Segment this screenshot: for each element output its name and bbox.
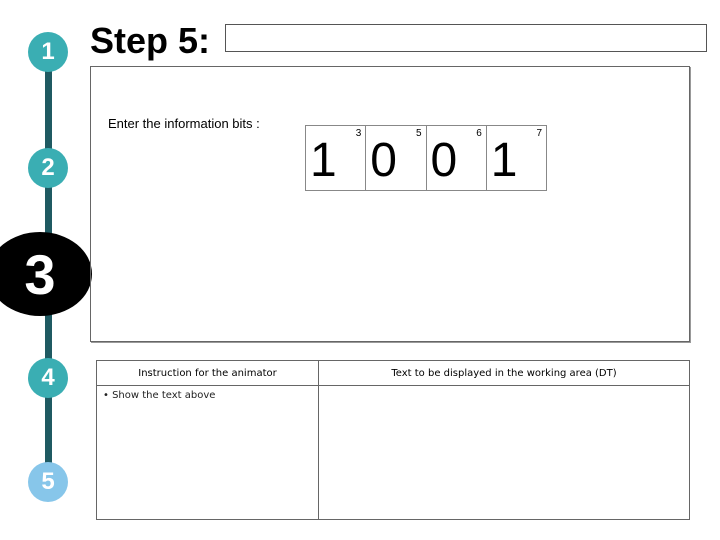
instructions-header-row: [97, 361, 689, 386]
animator-instruction-cell[interactable]: [97, 386, 319, 519]
animator-instruction-header: Instruction for the animator: [97, 361, 319, 385]
bit-cell[interactable]: [427, 126, 487, 190]
bit-cell[interactable]: [366, 126, 426, 190]
instructions-body-row: [97, 386, 689, 519]
step-title-field[interactable]: [225, 24, 707, 52]
bit-position-label: 6: [476, 128, 482, 139]
step-2-circle[interactable]: 2: [28, 148, 68, 188]
step-1-circle[interactable]: 1: [28, 32, 68, 72]
step-title: Step 5:: [90, 20, 211, 61]
instructions-table: [96, 360, 690, 520]
bit-position-label: 3: [355, 128, 362, 139]
step-3-circle-active[interactable]: 3: [0, 232, 92, 316]
bit-value: 0: [430, 134, 458, 187]
display-text-header: Text to be displayed in the working area (DT): [391, 367, 617, 379]
info-bits-row: [305, 125, 547, 191]
bit-value: 1: [310, 134, 337, 187]
working-area: [90, 66, 690, 342]
bit-value: 0: [370, 134, 397, 187]
bit-position-label: 5: [415, 128, 422, 139]
info-bits-prompt: Enter the information bits :: [108, 116, 260, 131]
step-5-circle[interactable]: 5: [28, 462, 68, 502]
display-text-cell[interactable]: [319, 386, 689, 519]
instruction-item: • Show the text above: [103, 390, 216, 401]
bit-position-label: 7: [536, 128, 542, 139]
step-4-circle[interactable]: 4: [28, 358, 68, 398]
bit-cell[interactable]: [306, 126, 366, 190]
bit-value: 1: [490, 134, 518, 187]
bit-cell[interactable]: [487, 126, 546, 190]
